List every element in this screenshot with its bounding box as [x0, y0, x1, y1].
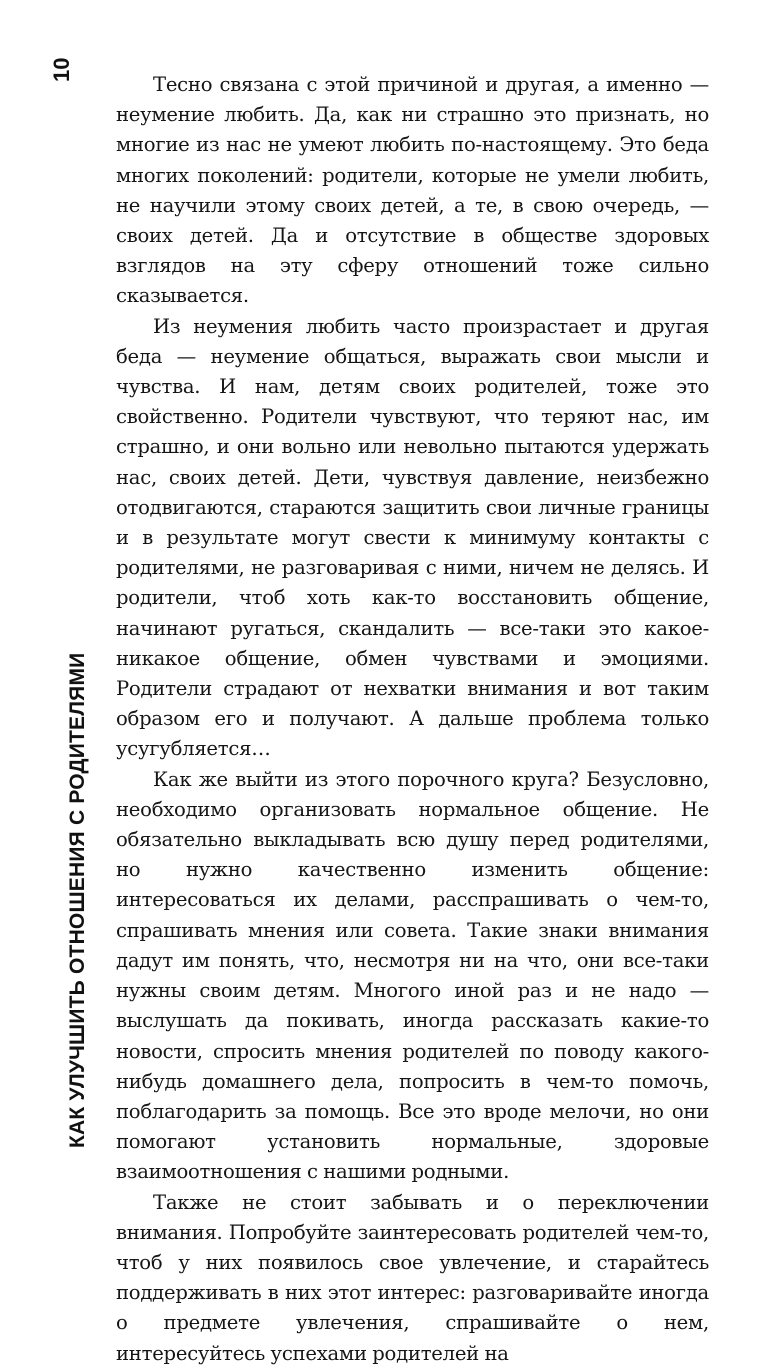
paragraph: Как же выйти из этого порочного круга? Безусловно, необходимо организовать нормальное общение. Не обязательно выкладывать всю душу перед родителями, но нужно качественно изменить общение: интересоваться их делами, расспрашивать о чем-то, спрашивать мнения или совета. Такие знаки внимания дадут им понять, что, несмотря ни на что, они все-таки нужны своим детям. Многого иной раз и не надо — выслушать да покивать, иногда рассказать какие-то новости, спросить мнения родителей по поводу какого-нибудь домашнего дела, попросить в чем-то помочь, поблагодарить за помощь. Все это вроде мелочи, но они помогают установить нормальные, здоровые взаимоотношения с нашими родными.	[116, 767, 709, 1184]
paragraph: Из неумения любить часто произрастает и другая беда — неумение общаться, выражать свои мысли и чувства. И нам, детям своих родителей, тоже это свойственно. Родители чувствуют, что теряют нас, им страшно, и они вольно или невольно пытаются удержать нас, своих детей. Дети, чувствуя давление, неизбежно отодвигаются, стараются защитить свои личные границы и в результате могут свести к минимуму контакты с родителями, не разговаривая с ними, ничем не делясь. И родители, чтоб хоть как-то восстановить общение, начинают ругаться, скандалить — все-таки это какое-никакое общение, обмен чувствами и эмоциями. Родители страдают от нехватки внимания и вот таким образом его и получают. А дальше проблема только усугубляется…	[116, 314, 709, 761]
page-number: 10	[49, 57, 74, 82]
body-text	[116, 70, 709, 1369]
running-head: КАК УЛУЧШИТЬ ОТНОШЕНИЯ С РОДИТЕЛЯМИ	[66, 652, 89, 1148]
paragraph: Тесно связана с этой причиной и другая, а именно — неумение любить. Да, как ни страшно это признать, но многие из нас не умеют любить по-настоящему. Это беда многих поколений: родители, которые не умели любить, не научили этому своих детей, а те, в свою очередь, — своих детей. Да и отсутствие в обществе здоровых взглядов на эту сферу отношений тоже сильно сказывается.	[116, 73, 709, 308]
paragraph: Также не стоит забывать и о переключении внимания. Попробуйте заинтересовать родителей чем-то, чтоб у них появилось свое увлечение, и старайтесь поддерживать в них этот интерес: разговаривайте иногда о предмете увлечения, спрашивайте о нем, интересуйтесь успехами родителей на	[116, 1190, 709, 1365]
